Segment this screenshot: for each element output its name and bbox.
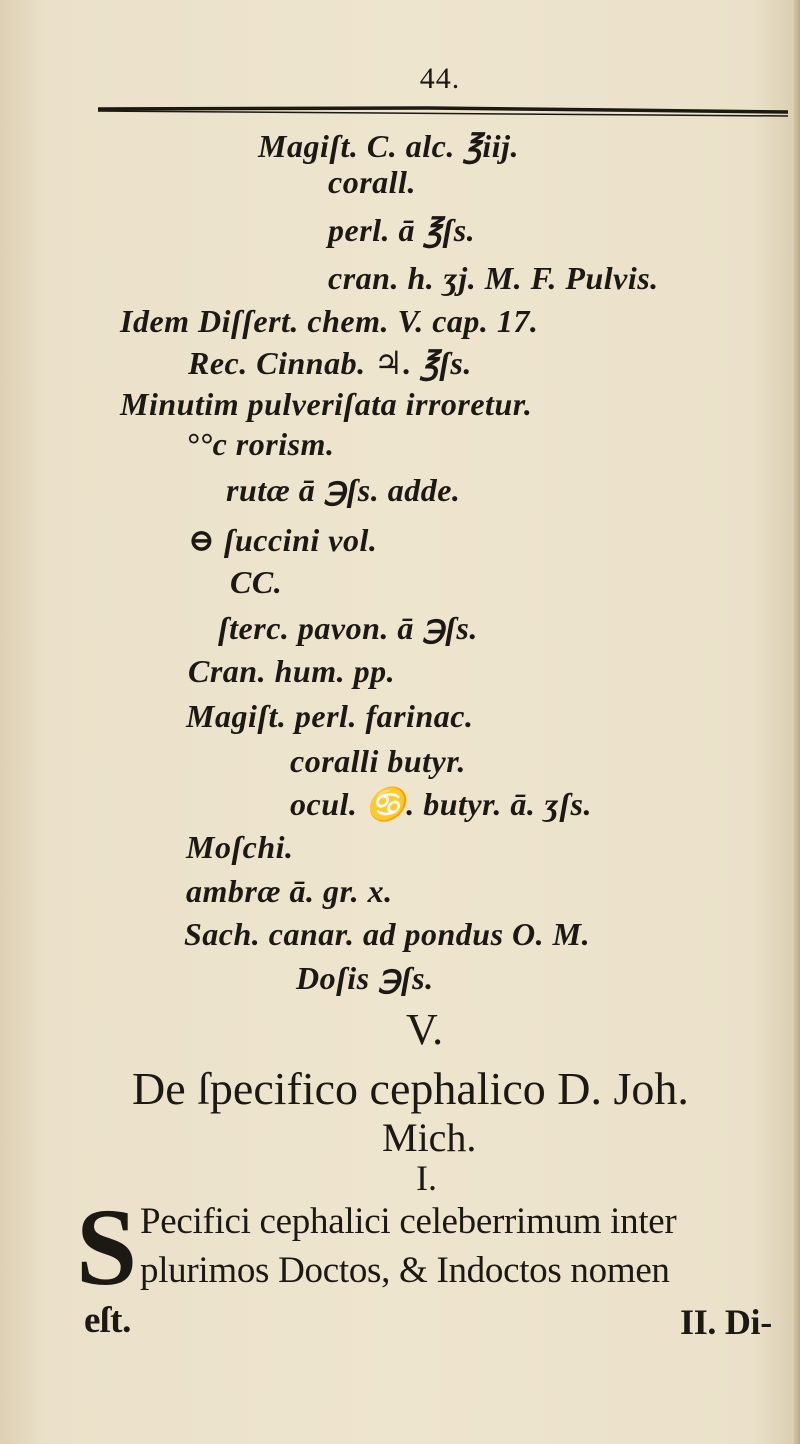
recipe-line-4: cran. h. ʒj. M. F. Pulvis. — [328, 260, 659, 296]
subsection-number: I. — [416, 1158, 437, 1198]
header-rule — [98, 104, 788, 120]
page-edge — [794, 0, 800, 1444]
recipe-line-2: corall. — [328, 164, 416, 200]
recipe-line-14: Magiſt. perl. farinac. — [186, 698, 474, 734]
recipe-line-1: Magiſt. C. alc. ℥iij. — [258, 128, 519, 164]
recipe-line-17: Moſchi. — [186, 829, 294, 865]
recipe-line-13: Cran. hum. pp. — [188, 653, 396, 689]
recipe-line-18: ambræ ā. gr. x. — [186, 873, 393, 909]
body-text-line2: plurimos Doctos, & Indoctos nomen — [140, 1250, 670, 1291]
section-number: V. — [406, 1005, 444, 1054]
recipe-line-5: Idem Diſſert. chem. V. cap. 17. — [120, 303, 539, 339]
section-heading-line2: Mich. — [382, 1115, 477, 1160]
recipe-line-11: CC. — [230, 564, 283, 600]
recipe-line-12: ſterc. pavon. ā ℈ſs. — [218, 610, 478, 646]
recipe-line-9: rutæ ā ℈ſs. adde. — [226, 472, 461, 508]
drop-cap: S — [76, 1186, 138, 1308]
section-heading-line1: De ſpecifico cephalico D. Joh. — [132, 1063, 689, 1114]
body-text-line1: Pecifici cephalici celeberrimum inter — [140, 1201, 677, 1242]
recipe-line-7: Minutim pulveriſata irroretur. — [120, 386, 533, 422]
recipe-line-15: coralli butyr. — [290, 743, 466, 779]
recipe-line-16: ocul. ♋. butyr. ā. ʒſs. — [290, 786, 592, 822]
recipe-line-20: Doſis ℈ſs. — [296, 960, 434, 996]
recipe-line-8: °°c rorism. — [186, 426, 335, 462]
recipe-line-3: perl. ā ℥ſs. — [328, 212, 476, 248]
recipe-line-10: ⊖ ſuccini vol. — [188, 522, 378, 558]
recipe-line-19: Sach. canar. ad pondus O. M. — [184, 916, 591, 952]
catchword: II. Di- — [680, 1302, 772, 1342]
recipe-line-6: Rec. Cinnab. ♃. ℥ſs. — [188, 345, 472, 381]
page-number: 44. — [419, 62, 461, 95]
body-text-line3: eſt. — [84, 1300, 132, 1341]
